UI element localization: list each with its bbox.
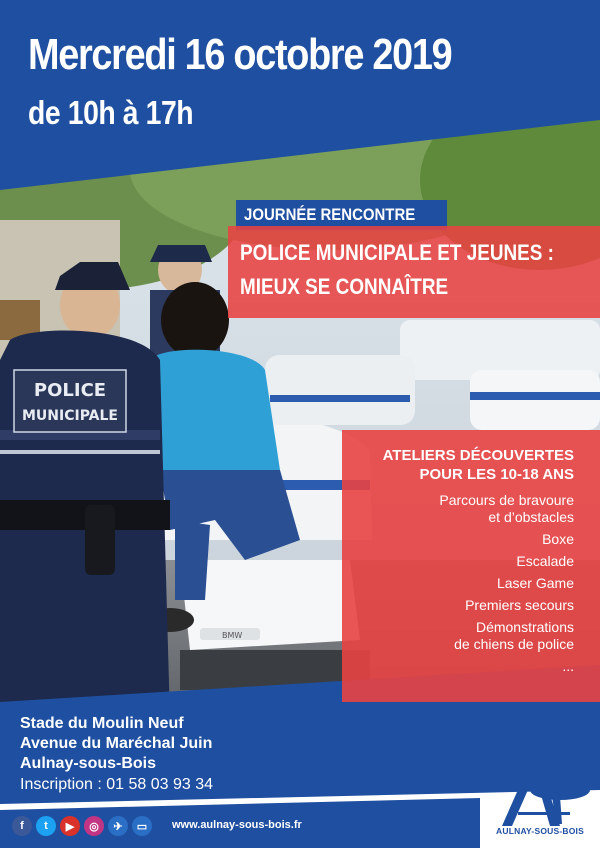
- venue-address: [20, 714, 212, 774]
- facebook-icon[interactable]: f: [12, 816, 32, 836]
- event-date: Mercredi 16 octobre 2019: [28, 30, 452, 79]
- youtube-icon[interactable]: ▶: [60, 816, 80, 836]
- venue-line-3: Aulnay-sous-Bois: [20, 755, 157, 772]
- workshop-item-escalade: Escalade: [516, 553, 574, 569]
- social-links: [12, 816, 156, 836]
- workshops-heading: [383, 446, 574, 484]
- workshop-item-more: ...: [562, 658, 574, 674]
- workshop-item-laser-game: Laser Game: [496, 575, 574, 591]
- vest-text-police: POLICE: [33, 380, 107, 401]
- workshop-item-text: et d’obstacles: [488, 509, 574, 525]
- workshops-heading-line-1: ATELIERS DÉCOUVERTES: [382, 447, 574, 464]
- workshop-item-text: Parcours de bravoure: [439, 492, 574, 508]
- workshop-item-text: Démonstrations: [475, 619, 574, 635]
- event-kicker-text: JOURNÉE RENCONTRE: [244, 205, 416, 224]
- twitter-icon[interactable]: t: [36, 816, 56, 836]
- event-title-line-2: MIEUX SE CONNAÎTRE: [240, 274, 449, 299]
- logo-wordmark: AULNAY-SOUS-BOIS: [496, 826, 584, 836]
- workshops-list: [439, 492, 574, 680]
- website-link[interactable]: www.aulnay-sous-bois.fr: [172, 819, 302, 831]
- screen-icon[interactable]: ▭: [132, 816, 152, 836]
- workshops-heading-line-2: POUR LES 10-18 ANS: [419, 466, 574, 483]
- venue-line-1: Stade du Moulin Neuf: [20, 715, 184, 732]
- workshop-item-boxe: Boxe: [542, 531, 574, 547]
- event-title-block: [228, 226, 600, 318]
- inscription-phone[interactable]: Inscription : 01 58 03 93 34: [20, 776, 214, 793]
- venue-line-2: Avenue du Maréchal Juin: [20, 735, 213, 752]
- saddlebag-brand: BMW: [222, 631, 243, 640]
- workshop-item-premiers-secours: Premiers secours: [465, 597, 574, 613]
- app-icon[interactable]: ✈: [108, 816, 128, 836]
- workshop-item-text: de chiens de police: [454, 636, 574, 652]
- event-time: de 10h à 17h: [28, 94, 194, 131]
- instagram-icon[interactable]: ◎: [84, 816, 104, 836]
- event-title-line-1: POLICE MUNICIPALE ET JEUNES :: [240, 240, 554, 265]
- workshops-panel: [342, 430, 600, 702]
- workshop-item-bravoure: [439, 492, 574, 526]
- vest-text-municipale: MUNICIPALE: [21, 408, 119, 424]
- workshop-item-demonstrations: [439, 619, 574, 653]
